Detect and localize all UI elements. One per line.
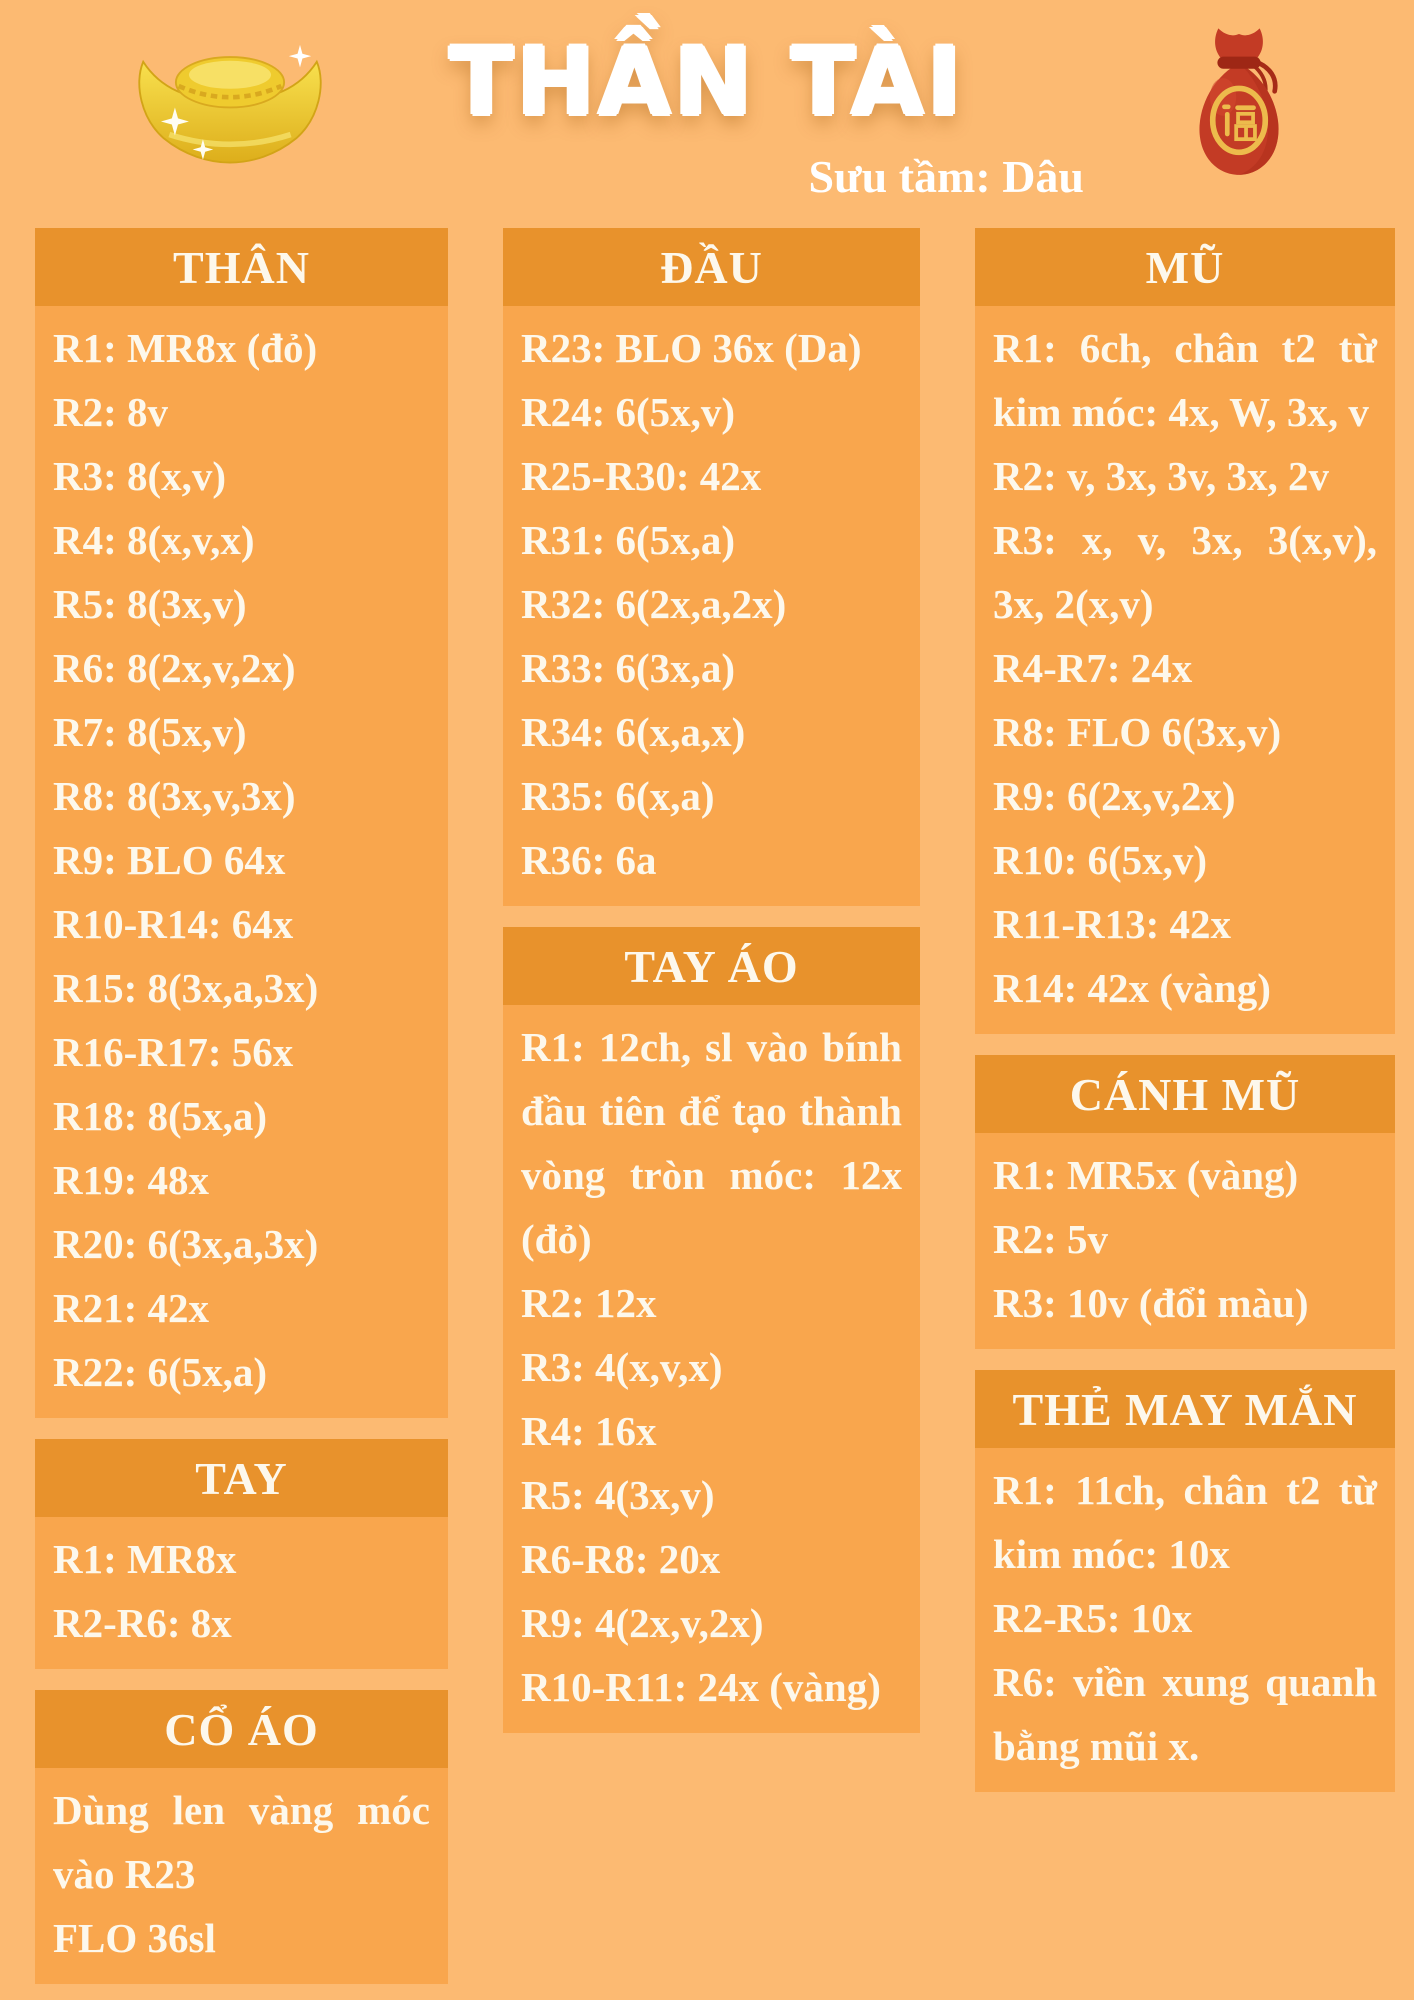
section-canh-mu [975, 1055, 1395, 1349]
pattern-row: R19: 48x [53, 1157, 210, 1203]
column-body [35, 228, 448, 2000]
pattern-row: R21: 42x [53, 1285, 210, 1331]
section-tay-ao [503, 927, 920, 1733]
section-body [975, 1133, 1395, 1349]
pattern-row: R9: 6(2x,v,2x) [993, 773, 1236, 819]
pattern-row: R3: 4(x,v,x) [521, 1344, 723, 1390]
pattern-row: R20: 6(3x,a,3x) [53, 1221, 319, 1267]
section-header: THẺ MAY MẮN [975, 1370, 1395, 1448]
section-header: ĐẦU [503, 228, 920, 306]
pattern-row: R16-R17: 56x [53, 1029, 294, 1075]
pattern-row: R2-R5: 10x [993, 1595, 1193, 1641]
pattern-row: R3: x, v, 3x, 3(x,v), 3x, 2(x,v) [993, 517, 1377, 627]
pattern-row: R10-R14: 64x [53, 901, 294, 947]
section-header: TAY [35, 1439, 448, 1517]
pattern-row: R11-R13: 42x [993, 901, 1232, 947]
pattern-row: R1: 12ch, sl vào bính đầu tiên để tạo thành vòng tròn móc: 12x (đỏ) [521, 1024, 902, 1262]
pattern-row: R8: 8(3x,v,3x) [53, 773, 296, 819]
section-header: THÂN [35, 228, 448, 306]
pattern-row: R1: 6ch, chân t2 từ kim móc: 4x, W, 3x, v [993, 325, 1377, 435]
section-body [975, 306, 1395, 1034]
section-body [503, 306, 920, 906]
pattern-row: R5: 8(3x,v) [53, 581, 247, 627]
section-co-ao [35, 1690, 448, 1984]
pattern-row: R31: 6(5x,a) [521, 517, 736, 563]
money-bag-icon [1178, 22, 1300, 185]
pattern-row: R3: 10v (đổi màu) [993, 1280, 1309, 1326]
pattern-row: R1: MR8x (đỏ) [53, 325, 318, 371]
pattern-row: R33: 6(3x,a) [521, 645, 736, 691]
pattern-row: R4-R7: 24x [993, 645, 1193, 691]
section-header: CÁNH MŨ [975, 1055, 1395, 1133]
pattern-row: R2: 12x [521, 1280, 657, 1326]
pattern-row: R2: 5v [993, 1216, 1109, 1262]
pattern-row: R10-R11: 24x (vàng) [521, 1664, 881, 1710]
pattern-row: R18: 8(5x,a) [53, 1093, 268, 1139]
pattern-row: R8: FLO 6(3x,v) [993, 709, 1282, 755]
pattern-row: R35: 6(x,a) [521, 773, 715, 819]
column-head [503, 228, 920, 1754]
section-the-may-man [975, 1370, 1395, 1792]
pattern-row: R1: MR5x (vàng) [993, 1152, 1299, 1198]
section-header: TAY ÁO [503, 927, 920, 1005]
column-hat [975, 228, 1395, 1813]
pattern-row: FLO 36sl [53, 1915, 216, 1961]
section-header: MŨ [975, 228, 1395, 306]
pattern-row: R5: 4(3x,v) [521, 1472, 715, 1518]
pattern-row: R23: BLO 36x (Da) [521, 325, 862, 371]
pattern-row: R3: 8(x,v) [53, 453, 227, 499]
pattern-row: R6: viền xung quanh bằng mũi x. [993, 1659, 1377, 1769]
section-body [975, 1448, 1395, 1792]
section-tay [35, 1439, 448, 1669]
pattern-row: R2: 8v [53, 389, 169, 435]
pattern-row: R9: 4(2x,v,2x) [521, 1600, 764, 1646]
pattern-row: Dùng len vàng móc vào R23 [53, 1787, 430, 1897]
section-body [35, 1517, 448, 1669]
section-dau [503, 228, 920, 906]
section-body [35, 1768, 448, 1984]
pattern-row: R9: BLO 64x [53, 837, 286, 883]
pattern-row: R15: 8(3x,a,3x) [53, 965, 319, 1011]
pattern-row: R24: 6(5x,v) [521, 389, 736, 435]
pattern-row: R4: 16x [521, 1408, 657, 1454]
page-title: THẦN TÀI [449, 28, 965, 137]
pattern-row: R4: 8(x,v,x) [53, 517, 255, 563]
pattern-row: R14: 42x (vàng) [993, 965, 1271, 1011]
pattern-row: R7: 8(5x,v) [53, 709, 247, 755]
pattern-row: R1: 11ch, chân t2 từ kim móc: 10x [993, 1467, 1377, 1577]
pattern-row: R34: 6(x,a,x) [521, 709, 746, 755]
pattern-row: R1: MR8x [53, 1536, 237, 1582]
section-header: CỔ ÁO [35, 1690, 448, 1768]
pattern-row: R36: 6a [521, 837, 657, 883]
pattern-row: R2-R6: 8x [53, 1600, 232, 1646]
page-subtitle: Sưu tầm: Dâu [808, 151, 1084, 202]
pattern-row: R6-R8: 20x [521, 1536, 721, 1582]
pattern-row: R25-R30: 42x [521, 453, 762, 499]
pattern-row: R22: 6(5x,a) [53, 1349, 268, 1395]
pattern-row: R10: 6(5x,v) [993, 837, 1208, 883]
section-mu [975, 228, 1395, 1034]
pattern-row: R2: v, 3x, 3v, 3x, 2v [993, 453, 1329, 499]
pattern-row: R32: 6(2x,a,2x) [521, 581, 787, 627]
section-than [35, 228, 448, 1418]
section-body [35, 306, 448, 1418]
section-body [503, 1005, 920, 1733]
pattern-row: R6: 8(2x,v,2x) [53, 645, 296, 691]
